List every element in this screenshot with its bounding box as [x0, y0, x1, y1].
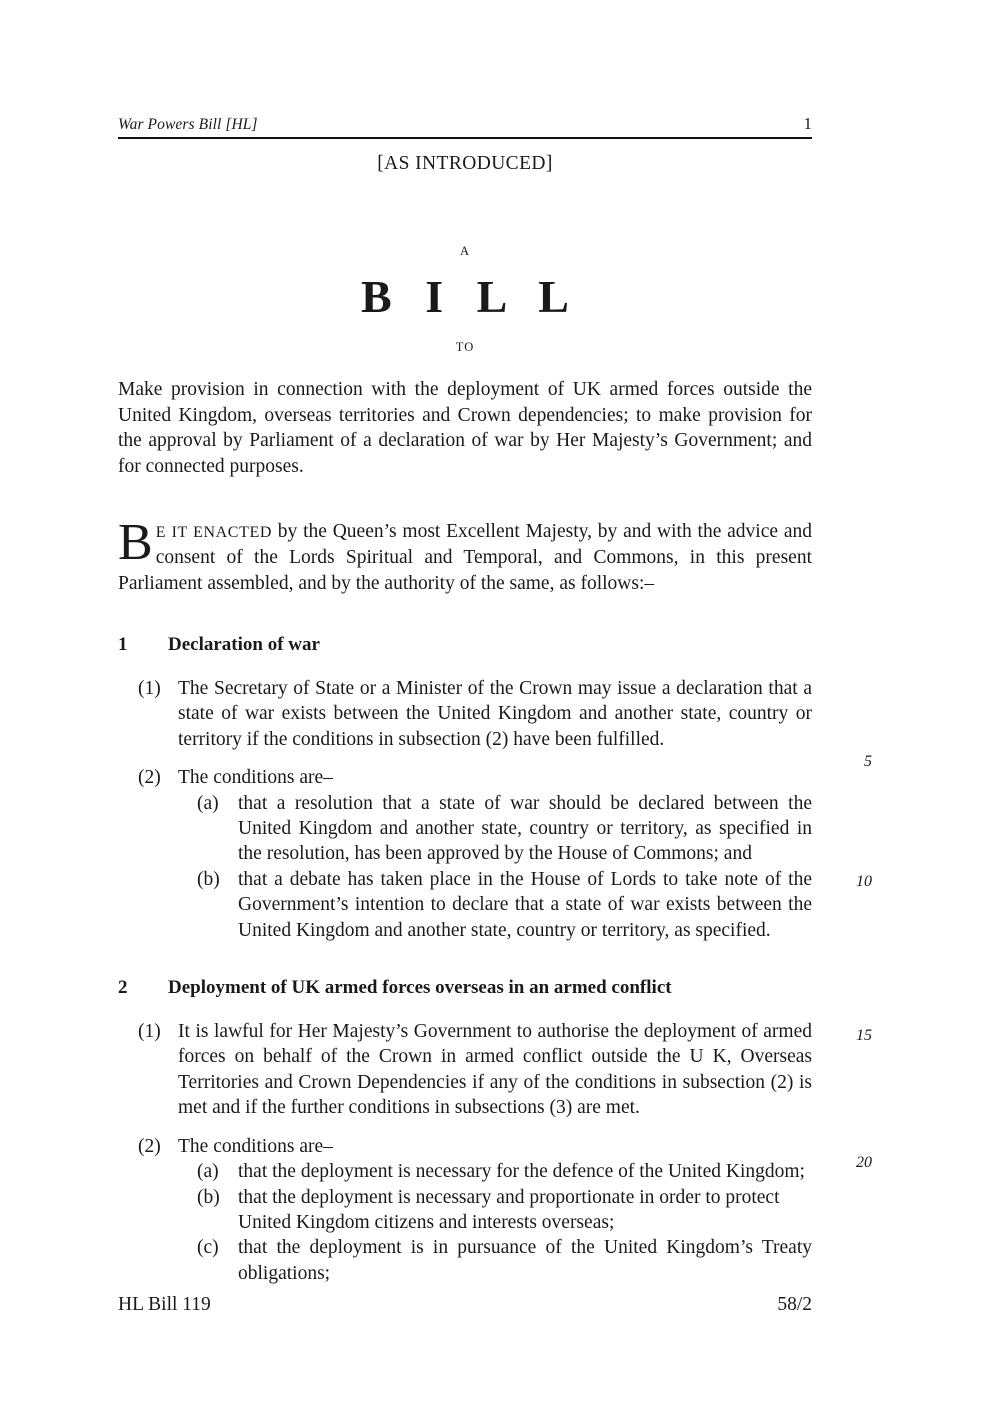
- clause-1-heading-text: Declaration of war: [168, 634, 320, 655]
- enacting-dropcap: B: [118, 514, 153, 571]
- line-number-marker: 15: [856, 1027, 872, 1044]
- bill-body: [0, 632, 991, 1286]
- clause-2-heading: [0, 975, 991, 1001]
- clause-2-heading-text: Deployment of UK armed forces overseas in an armed conflict: [168, 977, 672, 999]
- clause-2: [0, 975, 991, 1286]
- clause-1: [0, 632, 991, 943]
- line-number-marker: 20: [856, 1154, 872, 1171]
- subsection-text: The conditions are–: [178, 767, 333, 789]
- spacer: [0, 1121, 991, 1134]
- subsection-number: (2): [138, 767, 161, 789]
- subsection-text: The conditions are–: [178, 1135, 333, 1157]
- bill-reference: HL Bill 119: [118, 1294, 211, 1315]
- running-header: [118, 114, 812, 139]
- clause-2-subsection-2-paragraph-c: [0, 1235, 991, 1286]
- paragraph-number: (a): [197, 1161, 219, 1183]
- paragraph-number: (b): [197, 868, 220, 890]
- clause-2-subsection-2-paragraph-b: [0, 1185, 991, 1236]
- paragraph-number: (c): [197, 1237, 219, 1259]
- subsection-text: The Secretary of State or a Minister of the Crown may issue a declaration that a state of war exists between the United Kingdom and another state, country or territory if the conditions in subsection (2) have been fulfilled.: [178, 678, 812, 750]
- paragraph-text: that a resolution that a state of war should be declared between the United Kingdom and another state, country or territory, as specified in the resolution, has been approved by the House of Commons; and: [238, 792, 812, 865]
- header-page-number: 1: [803, 114, 812, 133]
- spacer: [0, 1001, 991, 1019]
- print-number: 58/2: [777, 1294, 812, 1315]
- enacting-formula: [118, 514, 812, 596]
- clause-2-number: 2: [118, 977, 128, 999]
- paragraph-text: that the deployment is necessary and proportionate in order to protect United Kingdom citizens and interests overseas;: [238, 1186, 780, 1233]
- header-short-title: War Powers Bill [HL]: [118, 116, 258, 133]
- subsection-number: (1): [138, 1021, 161, 1043]
- enacting-rest: by the Queen’s most Excellent Majesty, by and with the advice and consent of the Lords Spiritual and Temporal, and Commons, in this present Parliament assembled, and by the authority of the same, as follows:–: [118, 521, 812, 594]
- paragraph-number: (a): [197, 792, 219, 814]
- paragraph-text: that the deployment is necessary for the defence of the United Kingdom;: [238, 1161, 805, 1183]
- line-number-marker: 5: [864, 753, 872, 770]
- paragraph-text: that a debate has taken place in the House of Lords to take note of the Government’s intention to declare that a state of war exists between the United Kingdom and another state, country or territory, as specified.: [238, 868, 812, 941]
- long-title: Make provision in connection with the deployment of UK armed forces outside the United Kingdom, overseas territories and Crown dependencies; to make provision for the approval by Parliament of a declaration of war by Her Majesty’s Government; and for connected purposes.: [118, 379, 812, 477]
- clause-1-heading: [0, 632, 991, 658]
- page-footer: [118, 1294, 812, 1316]
- enacting-smallcaps: E IT ENACTED: [155, 524, 272, 541]
- title-preposition-word: TO: [455, 339, 475, 354]
- clause-1-subsection-1: [0, 676, 991, 752]
- subsection-text: It is lawful for Her Majesty’s Government to authorise the deployment of armed forces on behalf of the Crown in armed conflict outside the U K, Overseas Territories and Crown Dependencies if any of the conditions in subsection (2) is met and if the further conditions in subsections (3) are met.: [178, 1021, 812, 1119]
- spacer: [0, 943, 991, 975]
- line-number-marker: 10: [856, 873, 872, 890]
- page-title: B I L L: [361, 271, 580, 323]
- subsection-number: (2): [138, 1135, 161, 1157]
- title-block: [118, 152, 812, 355]
- title-article-word: A: [459, 244, 471, 259]
- paragraph-text: that the deployment is in pursuance of the United Kingdom’s Treaty obligations;: [238, 1237, 812, 1284]
- clause-1-subsection-2-paragraph-a: [0, 791, 991, 867]
- spacer: [0, 658, 991, 676]
- clause-1-number: 1: [118, 634, 128, 655]
- paragraph-number: (b): [197, 1186, 220, 1208]
- subsection-number: (1): [138, 678, 161, 699]
- bill-stage-label: [AS INTRODUCED]: [377, 153, 553, 174]
